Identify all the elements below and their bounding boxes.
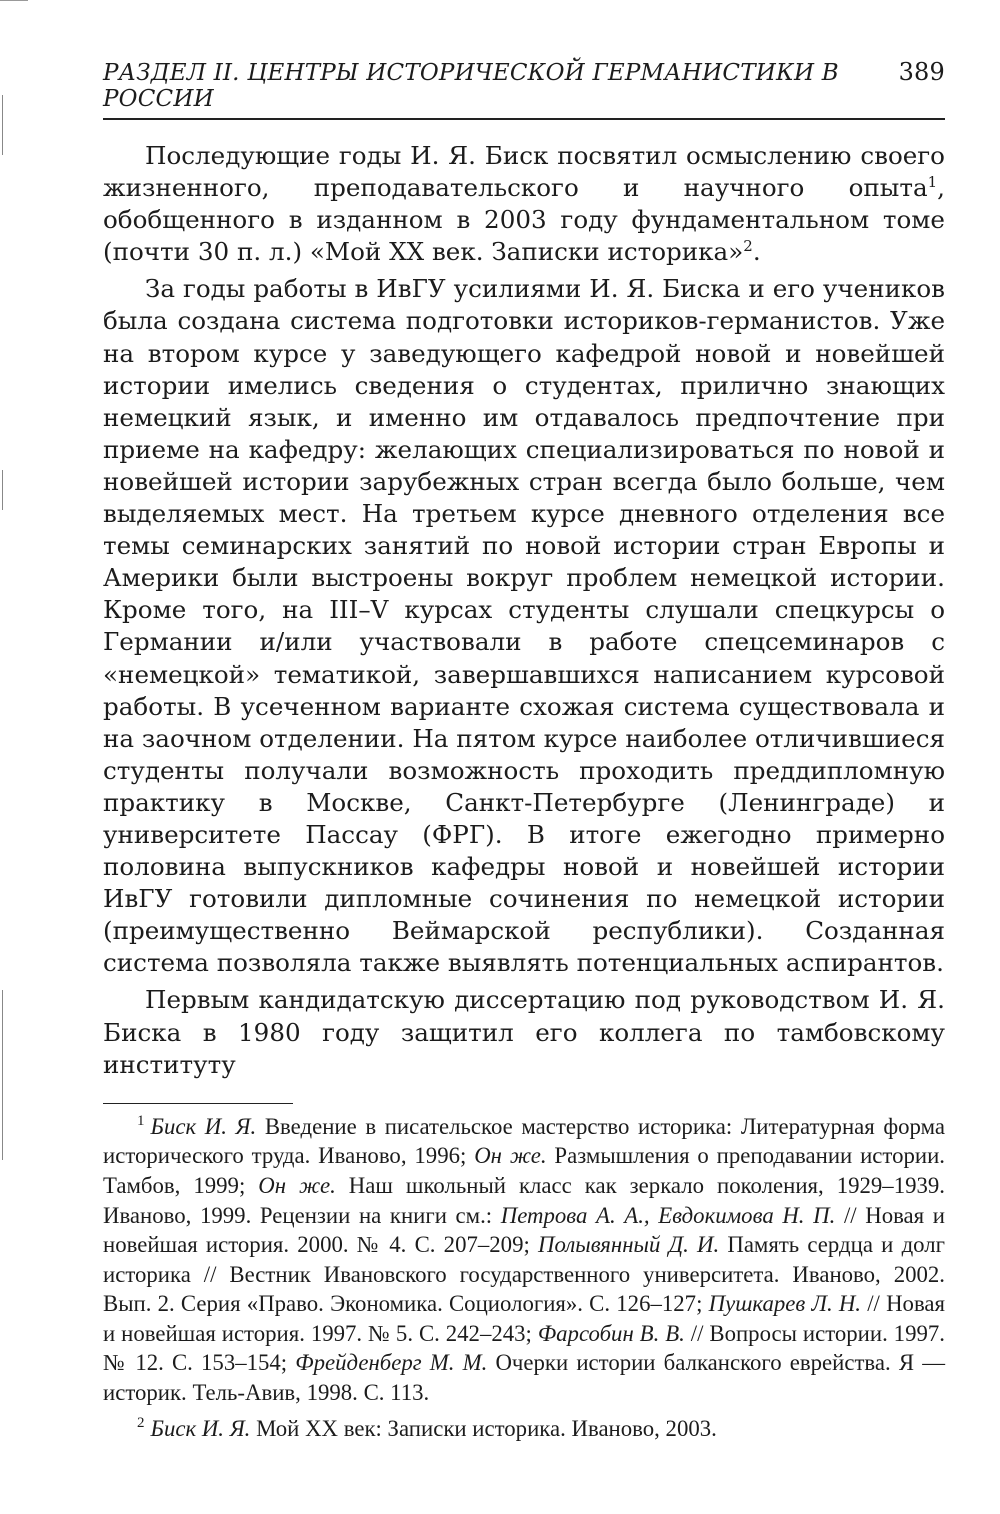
scan-margin-line [2,990,3,1160]
paragraph: Первым кандидатскую диссертацию под руководством И. Я. Биска в 1980 году защитил его коллега по тамбовскому институту [103,985,945,1079]
main-text [103,140,945,1081]
scan-margin-line [2,470,3,510]
footnotes [103,1112,945,1444]
scan-corner-mark [0,0,28,15]
running-header [103,58,945,120]
footnote: $^1$ Биск И. Я. Введение в писательское мастерство историка: Литературная форма исторического труда. Иваново, 1996; Он же. Размышления о преподавании истории. Тамбов, 1999; Он же. Наш школьный класс как зеркало поколения, 1929–1939. Иваново, 1999. Рецензии на книги см.: Петрова А. А., Евдокимова Н. П. // Новая и новейшая история. 2000. № 4. С. 207–209; Полывянный Д. И. Память сердца и долг историка // Вестник Ивановского государственного университета. Иваново, 2002. Вып. 2. Серия «Право. Экономика. Социология». С. 126–127; Пушкарев Л. Н. // Новая и новейшая история. 1997. № 5. С. 242–243; Фарсобин В. В. // Вопросы истории. 1997. № 12. С. 153–154; Фрейденберг М. М. Очерки истории балканского еврейства. Я — историк. Тель-Авив, 1998. С. 113. [103,1113,946,1406]
footnote-separator [103,1103,293,1104]
footnote-ref[interactable]: 1 [927,172,938,191]
section-title: РАЗДЕЛ II. ЦЕНТРЫ ИСТОРИЧЕСКОЙ ГЕРМАНИСТИКИ В РОССИИ [103,60,839,112]
paragraph: Последующие годы И. Я. Биск посвятил осмыслению своего жизненного, преподавательского и научного опыта$^1$, обобщенного в изданном в 2003 году фундаментальном томе (почти 30 п. л.) «Мой XX век. Записки историка»$^2$. [103,141,945,267]
footnote-number: 1 [137,1113,145,1130]
page-number: 389 [898,58,945,86]
book-page [103,58,945,1449]
footnote: $^2$ Биск И. Я. Мой XX век: Записки историка. Иваново, 2003. [137,1415,717,1441]
paragraph: За годы работы в ИвГУ усилиями И. Я. Биска и его учеников была создана система подготовки историков-германистов. Уже на втором курсе у заведующего кафедрой новой и новейшей истории имелись сведения о студентах, прилично знающих немецкий язык, и именно им отдавалось предпочтение при приеме на кафедру: желающих специализироваться по новой и новейшей истории зарубежных стран всегда было больше, чем выделяемых мест. На третьем курсе дневного отделения все темы семинарских занятий по новой истории стран Европы и Америки были выстроены вокруг проблем немецкой истории. Кроме того, на III–V курсах студенты слушали спецкурсы о Германии и/или участвовали в работе спецсеминаров с «немецкой» тематикой, завершавшихся написанием курсовой работы. В усеченном варианте схожая система существовала и на заочном отделении. На пятом курсе наиболее отличившиеся студенты получали возможность проходить преддипломную практику в Москве, Санкт-Петербурге (Ленинграде) и университете Пассау (ФРГ). В итоге ежегодно примерно половина выпускников кафедры новой и новейшей истории ИвГУ готовили дипломные сочинения по немецкой истории (преимущественно Веймарской республики). Созданная система позволяла также выявлять потенциальных аспирантов. [103,274,945,978]
footnote-ref[interactable]: 2 [743,237,753,256]
scan-margin-line [2,95,3,155]
footnote-number: 2 [137,1415,145,1432]
